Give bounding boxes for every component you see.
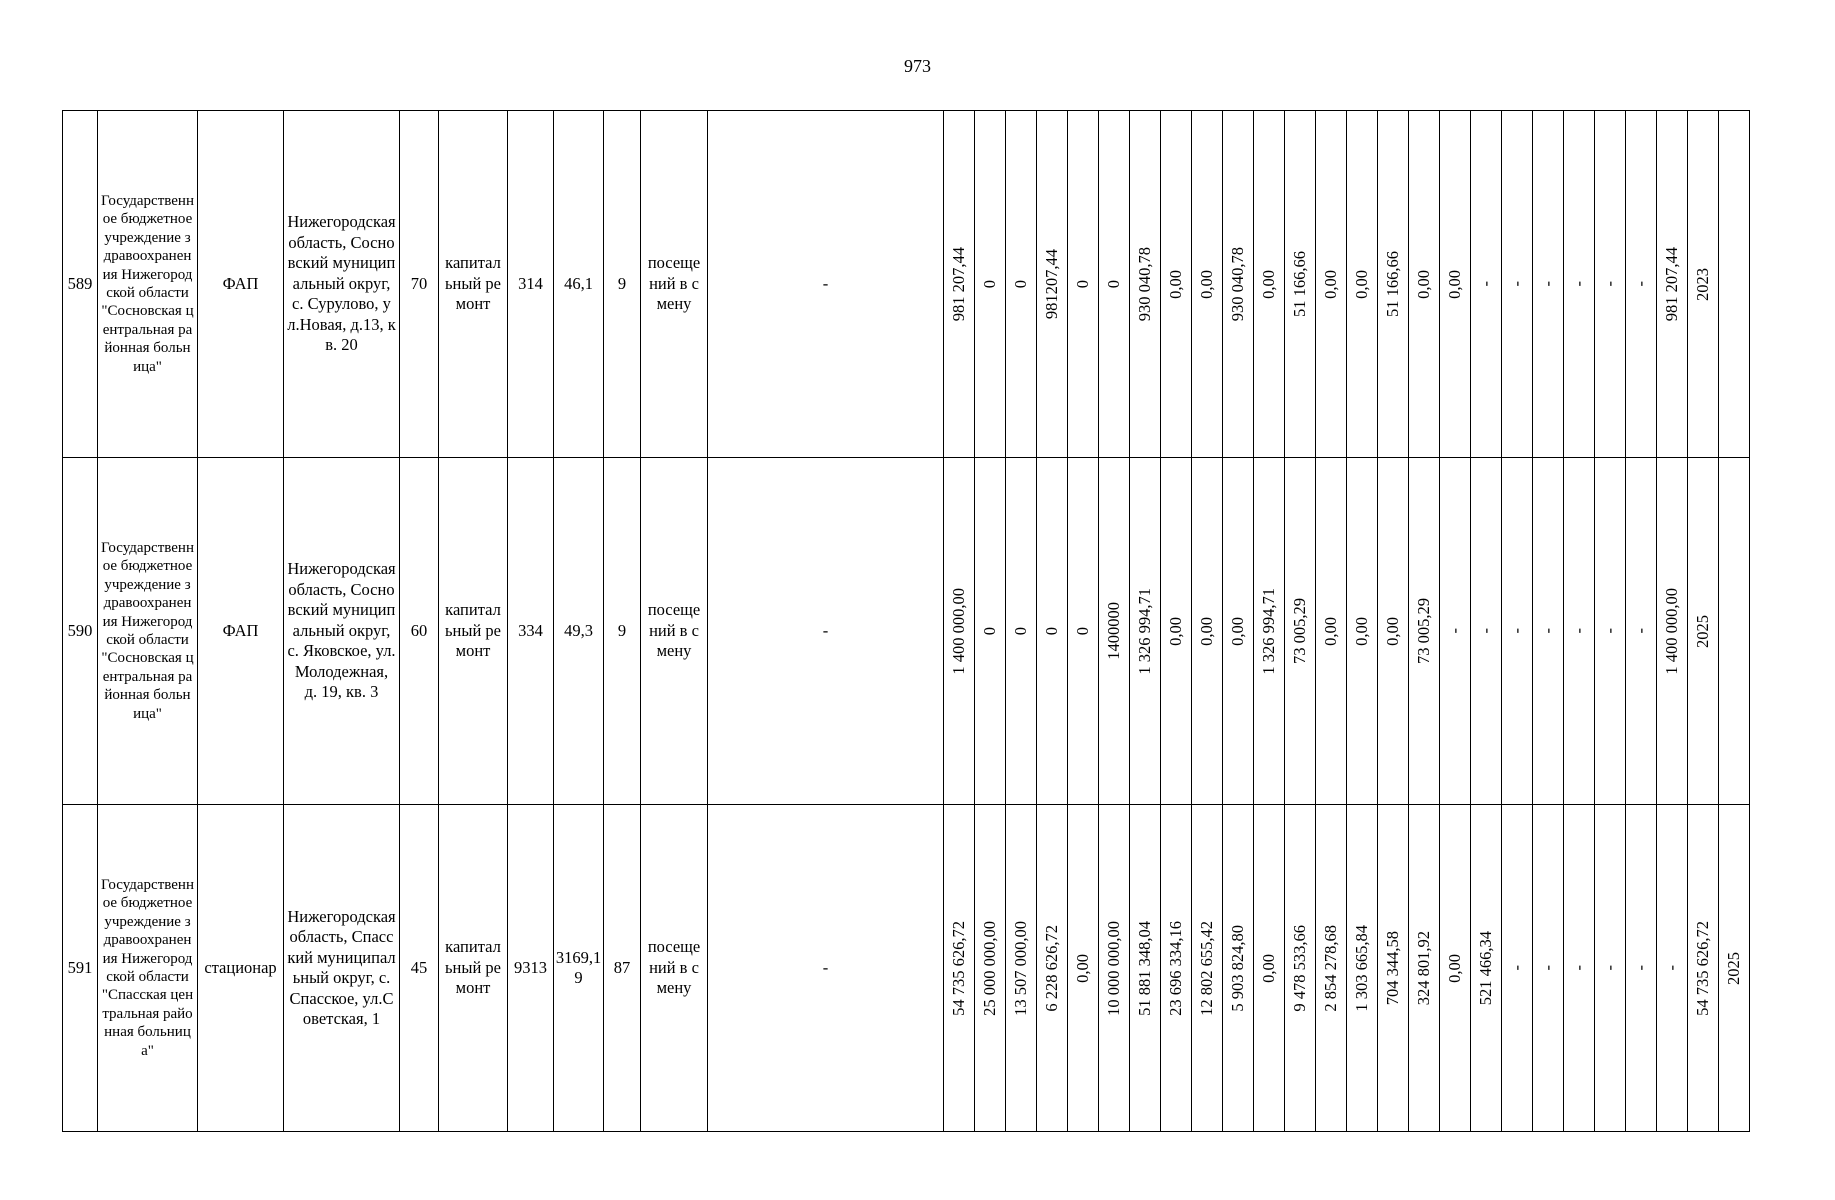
data-table (62, 110, 1750, 1132)
work-type: капитальный ремонт (445, 253, 501, 314)
amount-cell (1347, 111, 1378, 458)
amount-value: - (1662, 965, 1681, 971)
amount-value: 981 207,44 (949, 246, 968, 322)
amount-value: 6 228 626,72 (1042, 924, 1061, 1012)
col-10-value-cell (708, 805, 944, 1132)
amount-value: 1400000 (1104, 602, 1123, 660)
amount-value: 23 696 334,16 (1166, 920, 1185, 1016)
amount-cell (975, 805, 1006, 1132)
amount-value: 1 303 665,84 (1352, 924, 1371, 1012)
amount-value: 0,00 (1321, 616, 1340, 646)
organization-name-cell (98, 805, 198, 1132)
amount-cell (1595, 458, 1626, 805)
amount-value: 0,00 (1166, 616, 1185, 646)
area-value-cell (554, 111, 604, 458)
col-6-value: 9313 (514, 957, 547, 977)
amount-cell (1440, 805, 1471, 1132)
facility-type: ФАП (222, 620, 259, 640)
amount-value: 0 (1073, 626, 1092, 636)
amount-value: - (1445, 628, 1464, 634)
amount-value: 0,00 (1383, 616, 1402, 646)
amount-cell (1254, 805, 1285, 1132)
capacity-unit: посещений в смену (647, 600, 701, 661)
amount-cell (1595, 111, 1626, 458)
col-4-value-cell (400, 458, 439, 805)
area-value: 3169,19 (555, 947, 602, 987)
amount-value: 981207,44 (1042, 248, 1061, 320)
capacity-unit: посещений в смену (647, 937, 701, 998)
amount-value: 54 735 626,72 (1693, 920, 1712, 1016)
organization-name: Государственное бюджетное учреждение здравоохранения Нижегородской области "Сосновская центральная районная больница" (101, 539, 194, 722)
amount-value: 0,00 (1197, 269, 1216, 299)
amount-cell (1502, 458, 1533, 805)
amount-value: 0,00 (1166, 269, 1185, 299)
amount-cell (1223, 805, 1254, 1132)
amount-value: 0 (1011, 626, 1030, 636)
amount-cell (1347, 805, 1378, 1132)
col-4-value: 45 (410, 957, 428, 977)
amount-value: 2 854 278,68 (1321, 924, 1340, 1012)
capacity-value: 9 (617, 620, 627, 640)
amount-cell (1626, 458, 1657, 805)
amount-value: 0 (1011, 279, 1030, 289)
amount-cell (1192, 111, 1223, 458)
facility-type: ФАП (222, 273, 259, 293)
area-value: 49,3 (564, 620, 593, 640)
amount-cell (1068, 111, 1099, 458)
amount-value: 704 344,58 (1383, 930, 1402, 1006)
amount-cell (1223, 458, 1254, 805)
amount-value: - (1507, 281, 1526, 287)
amount-cell (1161, 805, 1192, 1132)
amount-cell (944, 111, 975, 458)
col-4-value-cell (400, 805, 439, 1132)
amount-value: 0,00 (1197, 616, 1216, 646)
amount-cell (1688, 805, 1719, 1132)
amount-value: 51 166,66 (1383, 251, 1402, 317)
amount-cell (1688, 458, 1719, 805)
amount-cell (1285, 805, 1316, 1132)
row-number-cell (63, 458, 98, 805)
amount-cell (1533, 805, 1564, 1132)
amount-value: 981 207,44 (1662, 246, 1681, 322)
amount-value: 73 005,29 (1290, 598, 1309, 664)
facility-address-cell (284, 458, 400, 805)
capacity-unit-cell (641, 111, 708, 458)
col-4-value: 70 (410, 273, 428, 293)
amount-cell (1471, 111, 1502, 458)
amount-cell (1130, 805, 1161, 1132)
col-6-value-cell (508, 111, 554, 458)
amount-value: 930 040,78 (1228, 246, 1247, 322)
amount-cell (1037, 111, 1068, 458)
amount-cell (1657, 805, 1688, 1132)
amount-value: 5 903 824,80 (1228, 924, 1247, 1012)
col-10-value: - (822, 620, 829, 640)
amount-cell (1502, 805, 1533, 1132)
amount-value: - (1507, 965, 1526, 971)
amount-value: 930 040,78 (1135, 246, 1154, 322)
col-4-value-cell (400, 111, 439, 458)
page-number: 973 (904, 56, 931, 76)
amount-value: 1 326 994,71 (1259, 587, 1278, 675)
amount-cell (1099, 805, 1130, 1132)
amount-value: - (1538, 965, 1557, 971)
amount-cell (1471, 458, 1502, 805)
area-value: 46,1 (564, 273, 593, 293)
amount-value: - (1631, 281, 1650, 287)
amount-value: 13 507 000,00 (1011, 920, 1030, 1016)
work-type: капитальный ремонт (445, 600, 501, 661)
col-6-value-cell (508, 458, 554, 805)
amount-cell (1130, 458, 1161, 805)
amount-value: 0,00 (1445, 269, 1464, 299)
col-10-value: - (822, 273, 829, 293)
amount-cell (944, 458, 975, 805)
amount-value: 0 (1042, 626, 1061, 636)
row-number-cell (63, 805, 98, 1132)
amount-value: 0 (980, 626, 999, 636)
amount-cell (1378, 805, 1409, 1132)
facility-address: Нижегородская область, Сосновский муниципальный округ, с. Яковское, ул.Молодежная, д. 19, кв. 3 (287, 559, 396, 702)
amount-value: - (1476, 628, 1495, 634)
col-10-value-cell (708, 458, 944, 805)
amount-value: 2025 (1693, 614, 1712, 648)
capacity-unit-cell (641, 458, 708, 805)
col-6-value-cell (508, 805, 554, 1132)
table-row (63, 805, 1750, 1132)
capacity-unit-cell (641, 805, 708, 1132)
amount-value: 54 735 626,72 (949, 920, 968, 1016)
amount-cell (1564, 458, 1595, 805)
amount-value: 1 326 994,71 (1135, 587, 1154, 675)
capacity-value: 87 (613, 957, 631, 977)
amount-value: 73 005,29 (1414, 598, 1433, 664)
amount-cell (1068, 458, 1099, 805)
work-type: капитальный ремонт (445, 937, 501, 998)
amount-value: 2025 (1724, 951, 1743, 985)
amount-cell (1440, 458, 1471, 805)
amount-value: 2023 (1693, 267, 1712, 301)
amount-cell (1626, 111, 1657, 458)
amount-cell (1533, 458, 1564, 805)
amount-value: - (1600, 281, 1619, 287)
amount-cell (1409, 111, 1440, 458)
col-6-value: 314 (518, 273, 543, 293)
amount-value: 0,00 (1352, 616, 1371, 646)
amount-value: 521 466,34 (1476, 930, 1495, 1006)
amount-value: 1 400 000,00 (949, 587, 968, 675)
organization-name-cell (98, 458, 198, 805)
amount-value: 0,00 (1352, 269, 1371, 299)
work-type-cell (439, 458, 508, 805)
amount-value: 0,00 (1073, 953, 1092, 983)
amount-cell (1316, 111, 1347, 458)
capacity-value-cell (604, 458, 641, 805)
amount-cell (1006, 111, 1037, 458)
amount-cell (1626, 805, 1657, 1132)
amount-value: 0,00 (1445, 953, 1464, 983)
amount-value: - (1569, 281, 1588, 287)
amount-cell (1037, 805, 1068, 1132)
amount-cell (1161, 111, 1192, 458)
amount-cell (1564, 111, 1595, 458)
amount-cell (975, 458, 1006, 805)
facility-address-cell (284, 805, 400, 1132)
amount-value: 0,00 (1228, 616, 1247, 646)
amount-value: 51 881 348,04 (1135, 920, 1154, 1016)
amount-cell (1130, 111, 1161, 458)
amount-cell (1192, 805, 1223, 1132)
amount-cell (1192, 458, 1223, 805)
amount-cell (1378, 458, 1409, 805)
capacity-unit: посещений в смену (647, 253, 701, 314)
amount-cell (1006, 805, 1037, 1132)
amount-cell (944, 805, 975, 1132)
amount-cell (1316, 458, 1347, 805)
area-value-cell (554, 805, 604, 1132)
amount-value: 0 (980, 279, 999, 289)
col-4-value: 60 (410, 620, 428, 640)
amount-value: - (1569, 965, 1588, 971)
amount-value: - (1507, 628, 1526, 634)
capacity-value-cell (604, 805, 641, 1132)
organization-name: Государственное бюджетное учреждение здравоохранения Нижегородской области "Спасская центральная районная больница" (101, 876, 194, 1059)
amount-cell (1099, 111, 1130, 458)
row-number-cell (63, 111, 98, 458)
amount-value: 12 802 655,42 (1197, 920, 1216, 1016)
amount-value: - (1476, 281, 1495, 287)
work-type-cell (439, 111, 508, 458)
amount-cell (1719, 805, 1750, 1132)
col-6-value: 334 (518, 620, 543, 640)
amount-cell (1223, 111, 1254, 458)
col-10-value: - (822, 957, 829, 977)
amount-cell (1068, 805, 1099, 1132)
facility-type-cell (198, 111, 284, 458)
col-10-value-cell (708, 111, 944, 458)
amount-value: - (1538, 628, 1557, 634)
facility-type: стационар (204, 957, 277, 977)
amount-cell (1409, 805, 1440, 1132)
amount-value: 0,00 (1259, 269, 1278, 299)
facility-type-cell (198, 805, 284, 1132)
area-value-cell (554, 458, 604, 805)
amount-value: - (1600, 965, 1619, 971)
capacity-value: 9 (617, 273, 627, 293)
amount-cell (1502, 111, 1533, 458)
amount-value: 1 400 000,00 (1662, 587, 1681, 675)
amount-value: - (1538, 281, 1557, 287)
capacity-value-cell (604, 111, 641, 458)
amount-cell (1688, 111, 1719, 458)
organization-name: Государственное бюджетное учреждение здравоохранения Нижегородской области "Сосновская центральная районная больница" (101, 192, 194, 375)
amount-cell (1254, 458, 1285, 805)
amount-cell (1316, 805, 1347, 1132)
row-number: 591 (67, 957, 93, 977)
amount-cell (1254, 111, 1285, 458)
amount-cell (1471, 805, 1502, 1132)
amount-cell (1533, 111, 1564, 458)
amount-value: - (1631, 965, 1650, 971)
facility-address-cell (284, 111, 400, 458)
table-row (63, 111, 1750, 458)
row-number: 590 (67, 620, 93, 640)
facility-type-cell (198, 458, 284, 805)
amount-value: 0 (1073, 279, 1092, 289)
amount-cell (1037, 458, 1068, 805)
table-row (63, 458, 1750, 805)
amount-cell (1347, 458, 1378, 805)
amount-cell (1285, 458, 1316, 805)
amount-value: 324 801,92 (1414, 930, 1433, 1006)
amount-cell (1378, 111, 1409, 458)
amount-value: 25 000 000,00 (980, 920, 999, 1016)
amount-value: 10 000 000,00 (1104, 920, 1123, 1016)
amount-value: - (1569, 628, 1588, 634)
amount-cell (1657, 458, 1688, 805)
amount-value: - (1600, 628, 1619, 634)
amount-cell (1657, 111, 1688, 458)
amount-cell (1564, 805, 1595, 1132)
amount-value: 0,00 (1414, 269, 1433, 299)
facility-address: Нижегородская область, Сосновский муниципальный округ, с. Сурулово, ул.Новая, д.13, кв. 20 (287, 212, 396, 355)
amount-value: 51 166,66 (1290, 251, 1309, 317)
empty-cell (1719, 458, 1750, 805)
amount-cell (1409, 458, 1440, 805)
amount-cell (975, 111, 1006, 458)
amount-cell (1440, 111, 1471, 458)
amount-cell (1161, 458, 1192, 805)
amount-value: 0,00 (1259, 953, 1278, 983)
amount-cell (1006, 458, 1037, 805)
facility-address: Нижегородская область, Спасский муниципальный округ, с. Спасское, ул.Советская, 1 (287, 906, 396, 1028)
amount-cell (1285, 111, 1316, 458)
organization-name-cell (98, 111, 198, 458)
amount-value: 0 (1104, 279, 1123, 289)
amount-cell (1099, 458, 1130, 805)
amount-value: - (1631, 628, 1650, 634)
amount-value: 0,00 (1321, 269, 1340, 299)
amount-value: 9 478 533,66 (1290, 924, 1309, 1012)
amount-cell (1595, 805, 1626, 1132)
empty-cell (1719, 111, 1750, 458)
row-number: 589 (67, 273, 93, 293)
work-type-cell (439, 805, 508, 1132)
